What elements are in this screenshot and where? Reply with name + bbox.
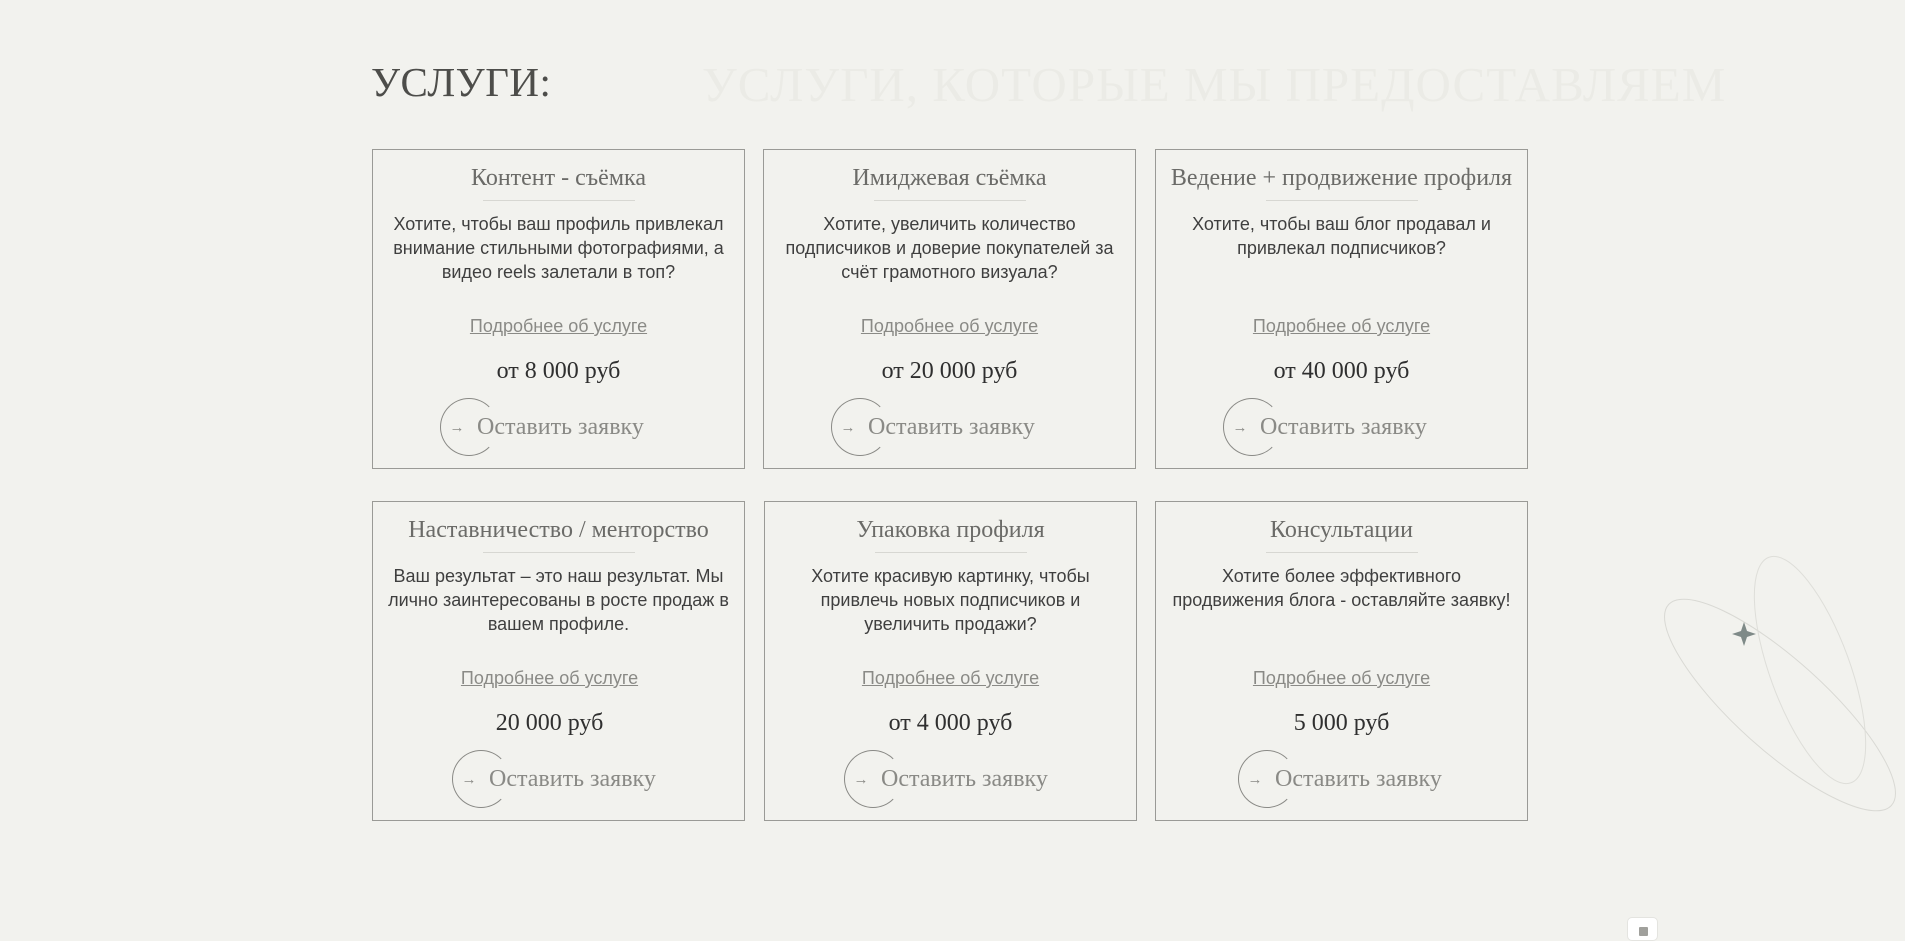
- card-divider: [1266, 552, 1418, 553]
- card-description: Хотите, чтобы ваш профиль привлекал внимание стильными фотографиями, а видео reels залетали в топ?: [393, 214, 724, 282]
- card-price: 20 000 руб: [495, 710, 604, 736]
- submit-request-button[interactable]: [440, 398, 644, 456]
- card-title: Консультации: [1270, 517, 1413, 543]
- submit-request-button[interactable]: [1223, 398, 1427, 456]
- submit-request-button[interactable]: [831, 398, 1035, 456]
- card-details-link[interactable]: Подробнее об услуге: [460, 668, 639, 688]
- card-title: Ведение + продвижение профиля: [1170, 165, 1513, 191]
- card-title: Наставничество / менторство: [408, 517, 709, 543]
- page-subtitle-watermark: УСЛУГИ, КОТОРЫЕ МЫ ПРЕДОСТАВЛЯЕМ: [702, 57, 1727, 112]
- card-divider: [1266, 200, 1418, 201]
- cta-label: Оставить заявку: [477, 413, 644, 440]
- service-card-mentorship: [372, 501, 745, 821]
- card-details-link[interactable]: Подробнее об услуге: [861, 668, 1040, 688]
- card-details-link[interactable]: Подробнее об услуге: [1252, 668, 1431, 688]
- card-description: Хотите, чтобы ваш блог продавал и привлекал подписчиков?: [1192, 214, 1491, 258]
- card-price: от 40 000 руб: [1273, 358, 1410, 384]
- arrow-right-icon: →: [840, 418, 856, 436]
- card-divider: [483, 552, 635, 553]
- card-divider: [483, 200, 635, 201]
- card-title: Контент - съёмка: [471, 165, 646, 191]
- submit-request-button[interactable]: [452, 750, 656, 808]
- card-details-link[interactable]: Подробнее об услуге: [469, 316, 648, 336]
- card-price: от 20 000 руб: [881, 358, 1018, 384]
- submit-request-button[interactable]: [1238, 750, 1442, 808]
- orbit-star-icon: [1620, 520, 1905, 920]
- cta-label: Оставить заявку: [881, 765, 1048, 792]
- card-title: Имиджевая съёмка: [852, 165, 1047, 191]
- page-title: УСЛУГИ:: [371, 59, 552, 105]
- scroll-indicator-icon[interactable]: [1627, 917, 1658, 941]
- service-card-image-shooting: [763, 149, 1136, 469]
- card-price: 5 000 руб: [1293, 710, 1390, 736]
- card-divider: [875, 552, 1027, 553]
- card-price: от 4 000 руб: [888, 710, 1013, 736]
- card-price: от 8 000 руб: [496, 358, 621, 384]
- card-description: Хотите более эффективного продвижения блога - оставляйте заявку!: [1172, 566, 1511, 610]
- cta-label: Оставить заявку: [1275, 765, 1442, 792]
- arrow-right-icon: →: [1232, 418, 1248, 436]
- cta-label: Оставить заявку: [868, 413, 1035, 440]
- card-description: Хотите, увеличить количество подписчиков и доверие покупателей за счёт грамотного визуала?: [785, 214, 1114, 282]
- arrow-right-icon: →: [461, 770, 477, 788]
- card-title: Упаковка профиля: [856, 517, 1045, 543]
- service-card-profile-promotion: [1155, 149, 1528, 469]
- arrow-right-icon: →: [1247, 770, 1263, 788]
- card-description: Хотите красивую картинку, чтобы привлечь новых подписчиков и увеличить продажи?: [811, 566, 1090, 634]
- arrow-right-icon: →: [449, 418, 465, 436]
- card-divider: [874, 200, 1026, 201]
- service-card-content-shooting: [372, 149, 745, 469]
- card-details-link[interactable]: Подробнее об услуге: [860, 316, 1039, 336]
- card-details-link[interactable]: Подробнее об услуге: [1252, 316, 1431, 336]
- submit-request-button[interactable]: [844, 750, 1048, 808]
- service-card-consultations: [1155, 501, 1528, 821]
- card-description: Ваш результат – это наш результат. Мы лично заинтересованы в росте продаж в вашем профиле.: [388, 566, 729, 634]
- cta-label: Оставить заявку: [489, 765, 656, 792]
- service-card-profile-packaging: [764, 501, 1137, 821]
- arrow-right-icon: →: [853, 770, 869, 788]
- cta-label: Оставить заявку: [1260, 413, 1427, 440]
